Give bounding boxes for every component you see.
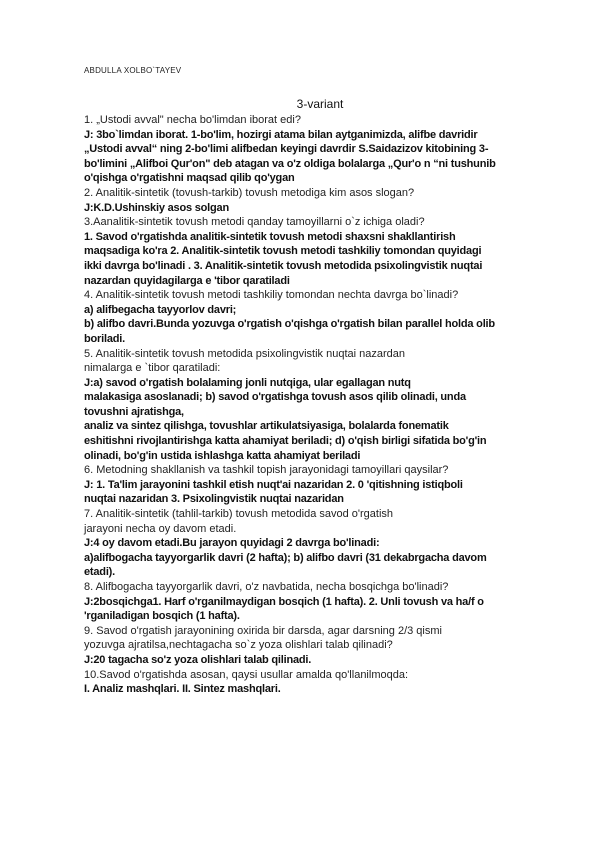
answer-line: maqsadiga ko'ra 2. Analitik-sintetik tovush metodi tashkiliy tomondan quyidagi <box>84 245 482 258</box>
author-header: ABDULLA XOLBO`TAYEV <box>84 66 182 75</box>
question-line: 1. „Ustodi avval" necha bo'limdan iborat edi? <box>84 114 301 126</box>
answer-line: J: 1. Ta'lim jarayonini tashkil etish nuqt'ai nazaridan 2. 0 'qitishning istiqboli <box>84 478 463 491</box>
question-line: 7. Analitik-sintetik (tahlil-tarkib) tovush metodida savod o'rgatish <box>84 508 394 521</box>
question-line: 2. Analitik-sintetik (tovush-tarkib) tovush metodiga kim asos slogan? <box>84 186 415 199</box>
question-line: 9. Savod o'rgatish jarayonining oxirida bir darsda, agar darsning 2/3 qismi <box>84 624 442 637</box>
answer-line: J:K.D.Ushinskiy asos solgan <box>84 201 229 214</box>
question-line: 6. Metodning shakllanish va tashkil topish jarayonidagi tamoyillari qaysilar? <box>84 464 449 477</box>
question-line: nimalarga e `tibor qaratiladi: <box>84 362 221 375</box>
answer-line: olinadi, bo'g'in ustida ishlashga katta ahamiyat beriladi <box>84 449 361 462</box>
answer-line: boriladi. <box>84 332 125 345</box>
answer-line: J:20 tagacha so'z yoza olishlari talab qilinadi. <box>84 653 312 666</box>
question-line: 8. Alifbogacha tayyorgarlik davri, o'z navbatida, necha bosqichga bo'linadi? <box>84 581 449 593</box>
answer-line: a)alifbogacha tayyorgarlik davri (2 hafta); b) alifbo davri (31 dekabrgacha davom <box>84 551 487 564</box>
question-line: 3.Aanalitik-sintetik tovush metodi qanday tamoyillarni o`z ichiga oladi? <box>84 216 425 229</box>
question-line: 5. Analitik-sintetik tovush metodida psixolingvistik nuqtai nazardan <box>84 347 406 360</box>
answer-line: „Ustodi avval“ ning 2-bo'limi alifbedan keyingi davrdir S.Saidazizov kitobining 3- <box>84 143 489 156</box>
answer-line: tovushni ajratishga, <box>84 405 184 418</box>
answer-line: 1. Savod o'rgatishda analitik-sintetik tovush metodi shaxsni shakllantirish <box>84 230 456 243</box>
answer-line: nazardan quyidagilarga e 'tibor qaratiladi <box>84 274 290 287</box>
answer-line: J:4 oy davom etadi.Bu jarayon quyidagi 2 davrga bo'linadi: <box>84 537 380 550</box>
answer-line: J:a) savod o'rgatish bolalaming jonli nutqiga, ular egallagan nutq <box>84 376 411 389</box>
answer-line: ikki davrga bo'linadi . 3. Analitik-sintetik tovush metodida psixolingvistik nuqtai <box>84 259 483 272</box>
document-title: 3-variant <box>296 97 344 111</box>
answer-line: I. Analiz mashqlari. II. Sintez mashqlari. <box>84 683 281 696</box>
question-line: 10.Savod o'rgatishda asosan, qaysi usullar amalda qo'llanilmoqda: <box>84 668 409 681</box>
question-line: 4. Analitik-sintetik tovush metodi tashkiliy tomondan nechta davrga bo`linadi? <box>84 289 459 302</box>
answer-line: J:2bosqichga1. Harf o'rganilmaydigan bosqich (1 hafta). 2. Unli tovush va ha/f o <box>84 595 484 608</box>
answer-line: malakasiga asoslanadi; b) savod o'rgatishga tovush asos qilib olinadi, unda <box>84 391 466 404</box>
answer-line: analiz va sintez qilishga, tovushlar artikulatsiyasiga, bolalarda fonematik <box>84 420 449 433</box>
answer-line: eshitishni rivojlantirishga katta ahamiyat beriladi; d) o'qish birligi sifatida bo'g'in <box>84 435 487 448</box>
answer-line: J: 3bo`limdan iborat. 1-bo'lim, hozirgi atama bilan aytganimizda, alifbe davridir <box>84 128 478 141</box>
question-line: jarayoni necha oy davom etadi. <box>84 522 237 535</box>
answer-line: bo'limini „Alifboi Qur'on" deb atagan va o'z oldiga bolalarga „Qur'o n “ni tushunib <box>84 157 496 170</box>
answer-line: nuqtai nazaridan 3. Psixolingvistik nuqtai nazaridan <box>84 493 344 506</box>
document-body <box>84 113 556 697</box>
answer-line: etadi). <box>84 566 115 579</box>
answer-line: 'rganiladigan bosqich (1 hafta). <box>84 610 240 623</box>
answer-line: a) alifbegacha tayyorlov davri; <box>84 303 237 316</box>
question-line: yozuvga ajratilsa,nechtagacha so`z yoza olishlari talab qilinadi? <box>84 639 393 652</box>
answer-line: b) alifbo davri.Bunda yozuvga o'rgatish o'qishga o'rgatish bilan parallel holda olib <box>84 318 495 331</box>
answer-line: o'qishga o'rgatishni maqsad qilib qo'ygan <box>84 172 295 185</box>
